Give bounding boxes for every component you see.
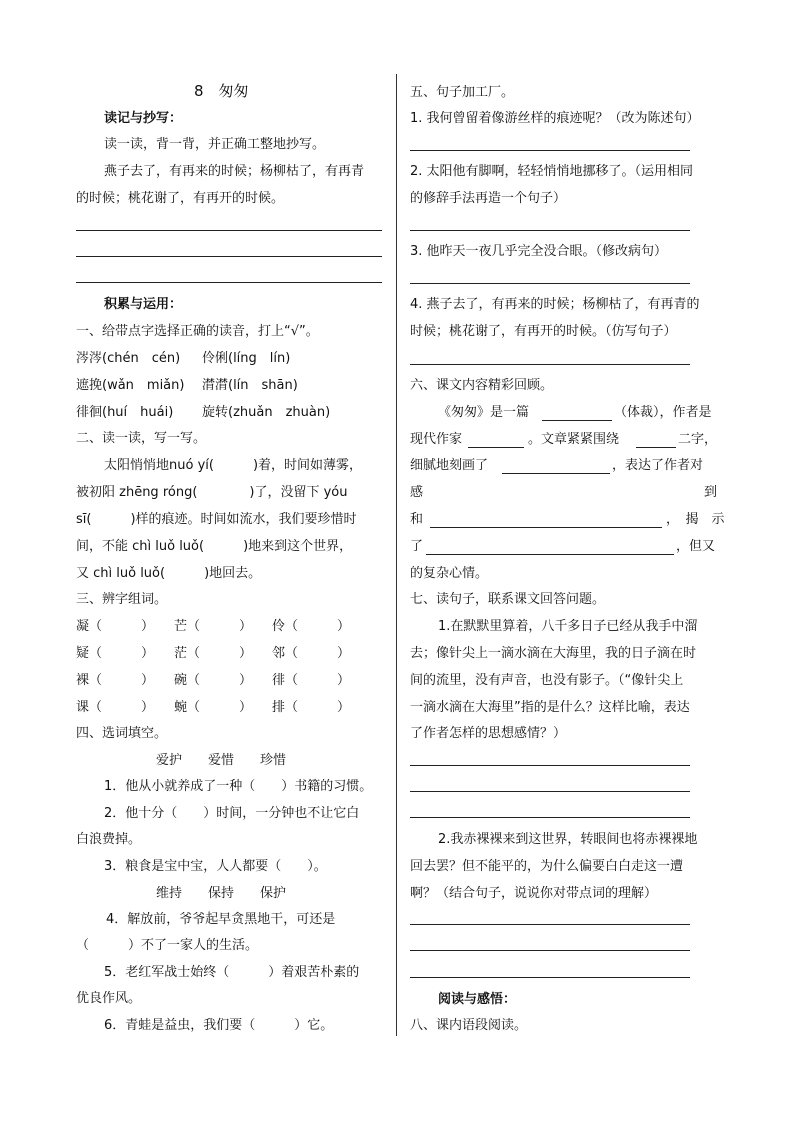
pinyin-paragraph-line[interactable]: 太阳悄悄地nuó yí( )着，时间如薄雾， — [104, 458, 363, 473]
copy-instruction: 读一读，背一背，并正确工整地抄写。 — [104, 137, 326, 152]
answer-line[interactable] — [410, 150, 690, 151]
word-group-item[interactable]: 芒（ ） — [174, 619, 253, 634]
answer-line[interactable] — [410, 924, 690, 925]
fill-sentence[interactable]: 5．老红军战士始终（ ）着艰苦朴素的 — [104, 965, 360, 980]
word-group-item[interactable]: 徘（ ） — [272, 673, 351, 688]
answer-line[interactable] — [410, 230, 690, 231]
rewrite-sentence: 时候；桃花谢了，有再开的时候。（仿写句子） — [410, 324, 677, 339]
pinyin-choice[interactable]: 徘徊(huí huái) — [76, 405, 174, 420]
passage-line: 一滴水滴在大海里”指的是什么？这样比喻，表达 — [410, 700, 690, 715]
question-6-heading: 六、课文内容精彩回顾。 — [410, 378, 554, 393]
column-divider — [396, 74, 397, 1036]
rewrite-sentence: 2. 太阳他有脚啊，轻轻悄悄地挪移了。（运用相同 — [410, 164, 694, 179]
fill-blank[interactable] — [542, 420, 612, 421]
question-5-heading: 五、句子加工厂。 — [410, 85, 515, 100]
copy-answer-line[interactable] — [76, 230, 382, 231]
review-text: ， 揭 示 — [666, 512, 725, 527]
fill-sentence[interactable]: 1．他从小就养成了一种（ ）书籍的习惯。 — [104, 779, 373, 794]
fill-sentence[interactable]: 6．青蛙是益虫，我们要（ ）它。 — [104, 1018, 334, 1033]
passage-line: 去；像针尖上一滴水滴在大海里，我的日子滴在时 — [410, 646, 697, 661]
fill-sentence[interactable]: 4．解放前，爷爷起早贪黑地干，可还是 — [106, 912, 336, 927]
rewrite-sentence: 3. 他昨天一夜几乎完全没合眼。（修改病句） — [410, 244, 668, 259]
lesson-title: 8 匆匆 — [194, 82, 249, 100]
word-group-item[interactable]: 裸（ ） — [76, 673, 155, 688]
word-group-item[interactable]: 伶（ ） — [272, 619, 351, 634]
question-3-heading: 三、辨字组词。 — [76, 592, 168, 607]
fill-sentence[interactable]: 3．粮食是宝中宝，人人都要（ ）。 — [104, 859, 327, 874]
review-text: 和 — [410, 512, 424, 527]
fill-blank[interactable] — [430, 527, 662, 528]
pinyin-choice[interactable]: 旋转(zhuǎn zhuàn) — [202, 405, 331, 420]
pinyin-paragraph-line[interactable]: 被初阳 zhēng róng( )了，没留下 yóu — [76, 485, 348, 500]
passage-line: 间的流里，没有声音，也没有影子。（“像针尖上 — [410, 673, 684, 688]
answer-line[interactable] — [410, 283, 690, 284]
review-text: 现代作家 — [410, 432, 463, 447]
word-group-item[interactable]: 蜿（ ） — [174, 700, 253, 715]
rewrite-sentence: 4. 燕子去了，有再来的时候；杨柳枯了，有再青的 — [410, 297, 700, 312]
copy-text-line1: 燕子去了，有再来的时候；杨柳枯了，有再青 — [104, 164, 365, 179]
copy-answer-line[interactable] — [76, 282, 382, 283]
question-2-heading: 二、读一读，写一写。 — [76, 431, 207, 446]
rewrite-sentence: 1. 我何曾留着像游丝样的痕迹呢？（改为陈述句） — [410, 111, 700, 126]
review-text: （体裁），作者是 — [614, 405, 712, 420]
passage-line: 1.在默默里算着，八千多日子已经从我手中溜 — [438, 619, 698, 634]
fill-sentence: 白浪费掉。 — [76, 832, 142, 847]
passage-line: 2.我赤裸裸来到这世界，转眼间也将赤裸裸地 — [438, 832, 698, 847]
passage-line: 回去罢？但不能平的，为什么偏要白白走这一遭 — [410, 859, 684, 874]
answer-line[interactable] — [410, 364, 690, 365]
section-heading-reading: 阅读与感悟： — [438, 992, 517, 1007]
fill-blank[interactable] — [636, 447, 676, 448]
pinyin-paragraph-line[interactable]: sī( )样的痕迹。时间如流水，我们要珍惜时 — [76, 512, 357, 527]
pinyin-choice[interactable]: 潸潸(lín shān) — [202, 378, 298, 393]
word-group-item[interactable]: 邻（ ） — [272, 646, 351, 661]
review-text: 。文章紧紧围绕 — [528, 432, 620, 447]
review-text: ，但又 — [676, 539, 716, 554]
review-text: 到 — [704, 485, 718, 500]
copy-answer-line[interactable] — [76, 256, 382, 257]
answer-line[interactable] — [410, 765, 690, 766]
fill-sentence[interactable]: 2．他十分（ ）时间，一分钟也不让它白 — [104, 806, 360, 821]
pinyin-choice[interactable]: 涔涔(chén cén) — [76, 351, 181, 366]
review-text: 《匆匆》是一篇 — [438, 405, 530, 420]
word-group-item[interactable]: 凝（ ） — [76, 619, 155, 634]
section-heading-practice: 积累与运用： — [104, 297, 183, 312]
fill-blank[interactable] — [502, 473, 610, 474]
question-4-heading: 四、选词填空。 — [76, 726, 168, 741]
question-1-heading: 一、给带点字选择正确的读音，打上“√”。 — [76, 324, 319, 339]
fill-blank[interactable] — [468, 447, 524, 448]
rewrite-sentence: 的修辞手法再造一个句子） — [410, 191, 567, 206]
question-8-heading: 八、课内语段阅读。 — [410, 1018, 528, 1033]
word-choice-list: 维持 保持 保护 — [156, 886, 287, 901]
pinyin-paragraph-line[interactable]: 间，不能 chì luǒ luǒ( )地来到这个世界， — [76, 539, 353, 554]
fill-sentence: 优良作风。 — [76, 991, 142, 1006]
review-text: 了 — [410, 539, 424, 554]
copy-text-line2: 的时候；桃花谢了，有再开的时候。 — [76, 191, 285, 206]
pinyin-choice[interactable]: 伶俐(líng lín) — [202, 351, 291, 366]
pinyin-choice[interactable]: 遮挽(wǎn miǎn) — [76, 378, 185, 393]
review-text: 的复杂心情。 — [410, 566, 489, 581]
fill-blank[interactable] — [426, 554, 674, 555]
answer-line[interactable] — [410, 950, 690, 951]
review-text: 二字， — [678, 432, 718, 447]
review-text: ，表达了作者对 — [612, 458, 704, 473]
passage-line: 了作者怎样的思想感情？） — [410, 726, 567, 741]
pinyin-paragraph-line[interactable]: 又 chì luǒ luǒ( )地回去。 — [76, 566, 262, 581]
word-group-item[interactable]: 疑（ ） — [76, 646, 155, 661]
word-group-item[interactable]: 碗（ ） — [174, 673, 253, 688]
word-group-item[interactable]: 课（ ） — [76, 700, 155, 715]
section-heading-copy: 读记与抄写： — [104, 111, 183, 126]
word-group-item[interactable]: 排（ ） — [272, 700, 351, 715]
fill-sentence[interactable]: （ ）不了一家人的生活。 — [76, 938, 259, 953]
question-7-heading: 七、读句子，联系课文回答问题。 — [410, 592, 606, 607]
word-group-item[interactable]: 茫（ ） — [174, 646, 253, 661]
answer-line[interactable] — [410, 791, 690, 792]
passage-line: 啊？（结合句子，说说你对带点词的理解） — [410, 886, 658, 901]
review-text: 感 — [410, 485, 424, 500]
answer-line[interactable] — [410, 977, 690, 978]
word-choice-list: 爱护 爱惜 珍惜 — [156, 753, 287, 768]
answer-line[interactable] — [410, 817, 690, 818]
review-text: 细腻地刻画了 — [410, 458, 489, 473]
